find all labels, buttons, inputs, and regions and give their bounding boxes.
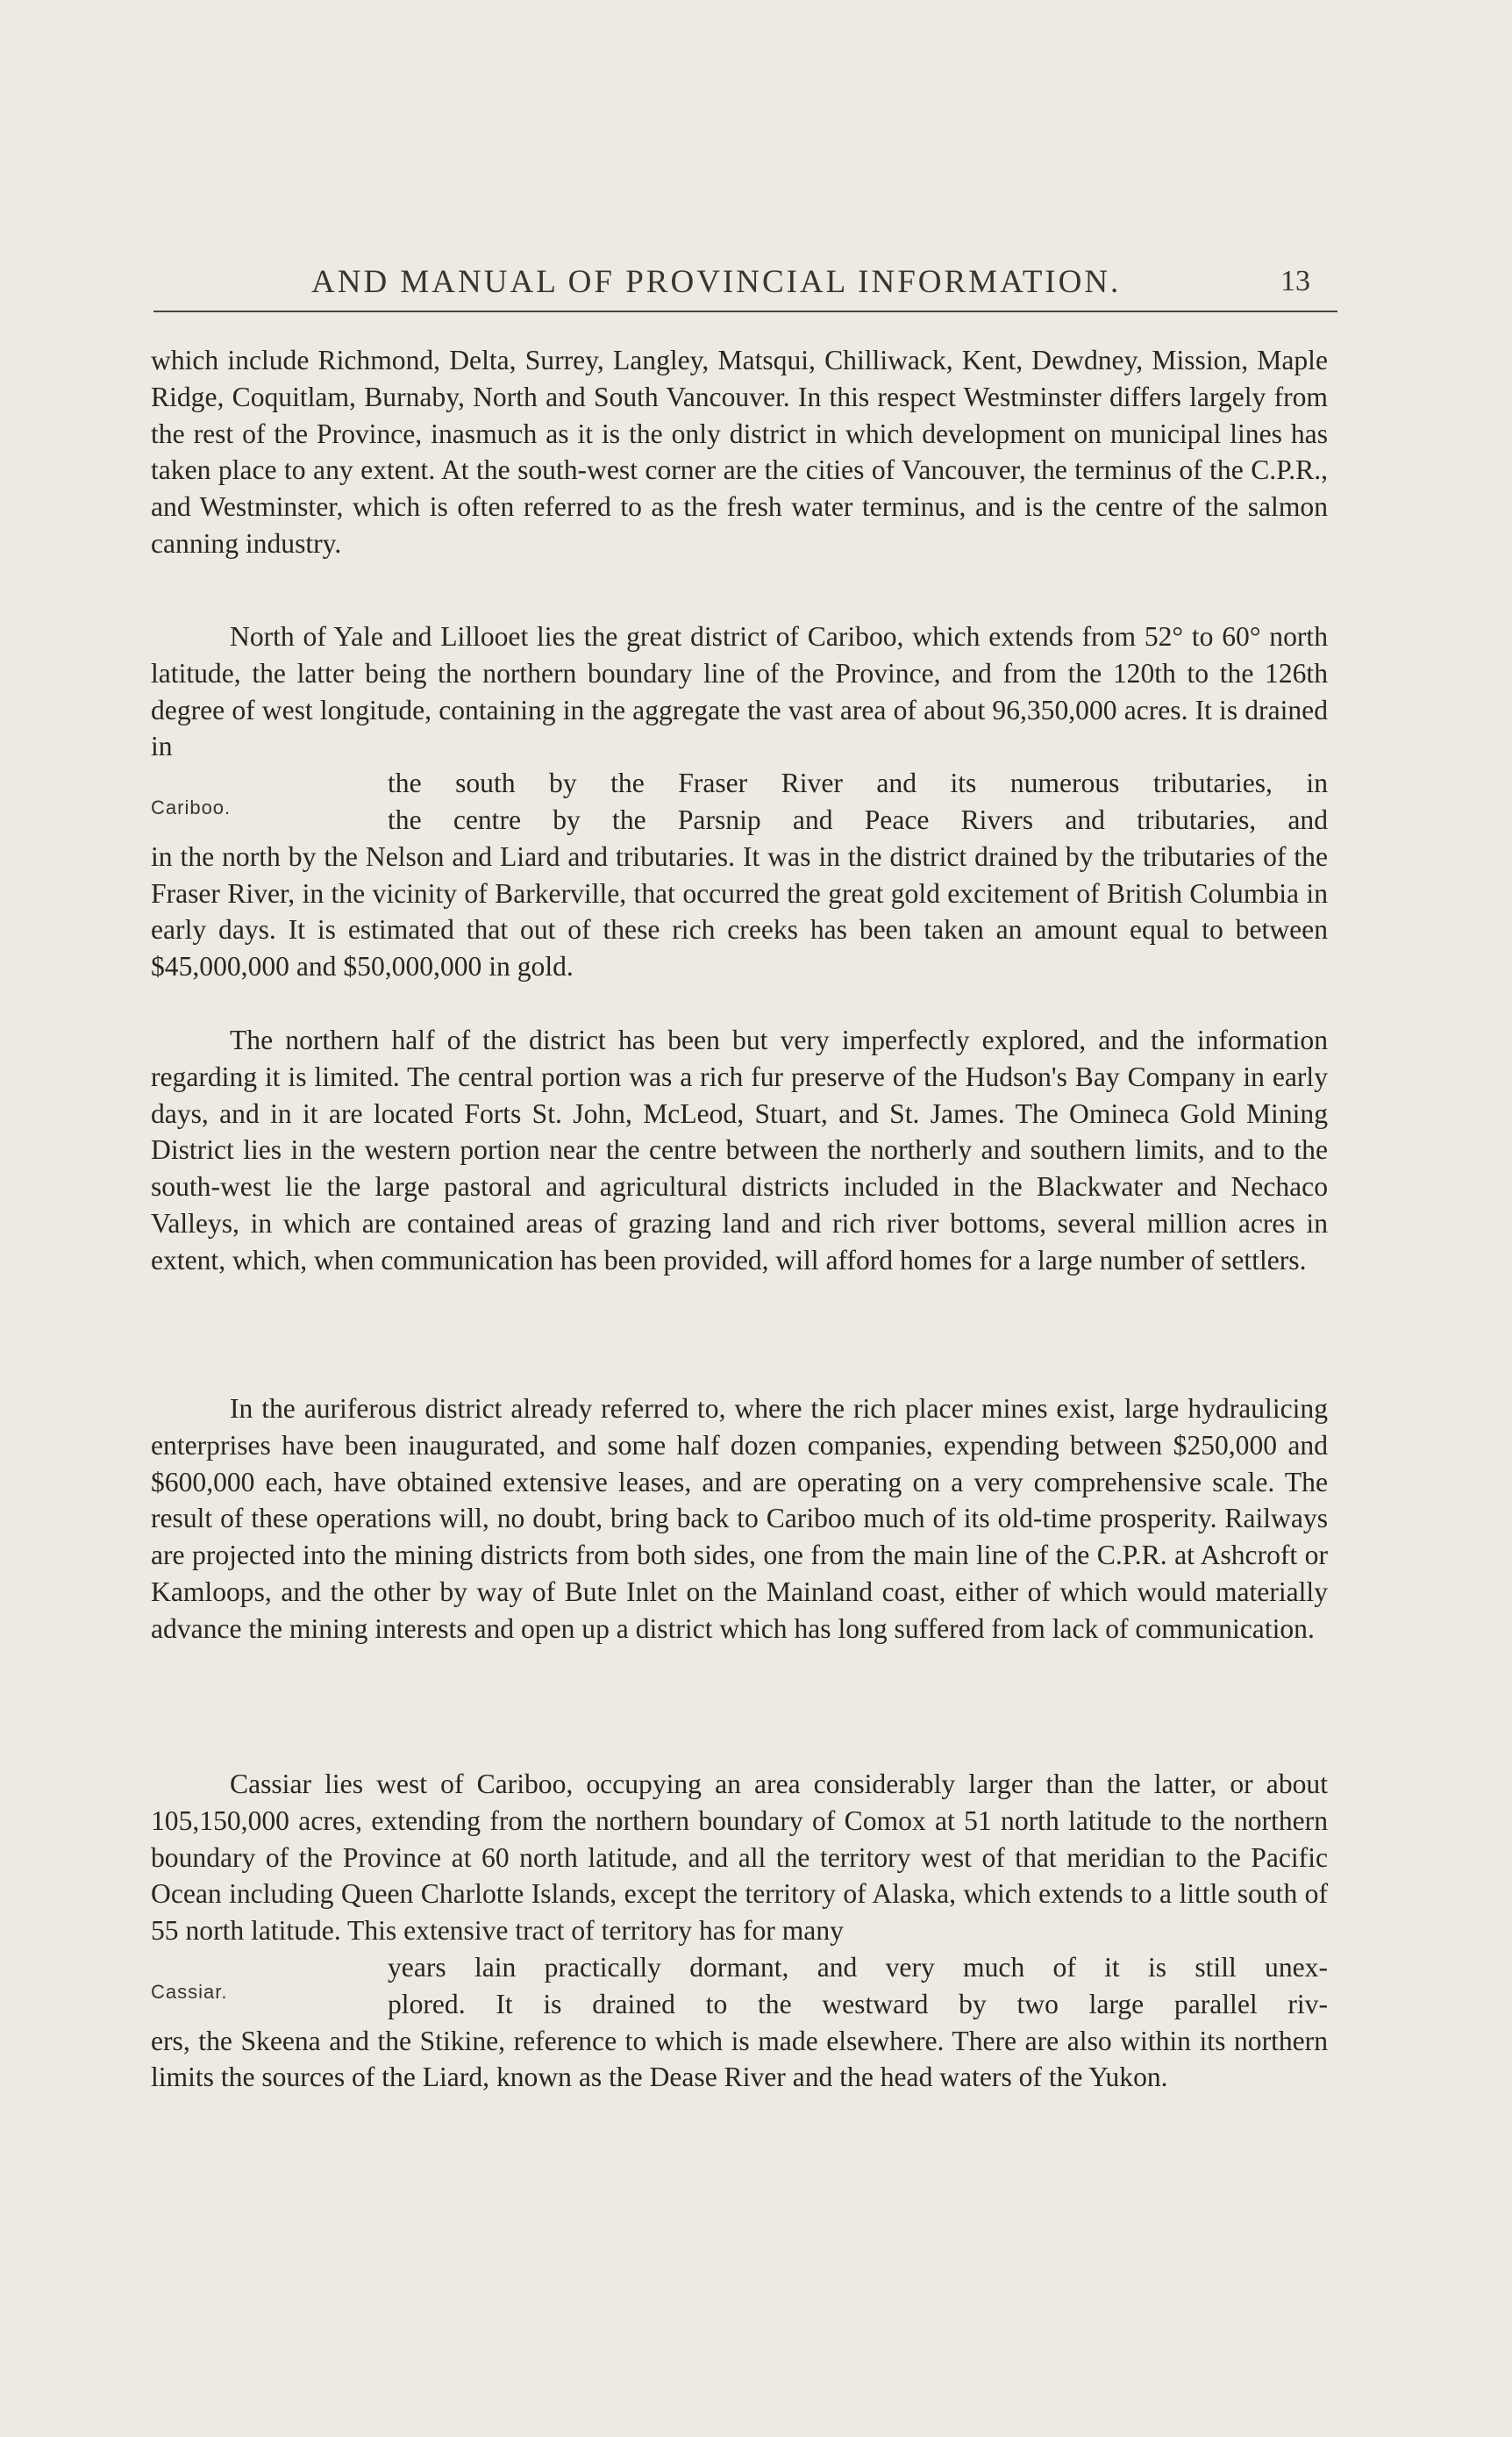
paragraph-westminster: which include Richmond, Delta, Surrey, Langley, Matsqui, Chilliwack, Kent, Dewdney, Mission, Maple Ridge, Coquitlam, Burnaby, North and South Vancouver. In this respect Westminster differs largely from the rest of the Province, inasmuch as it is the only district in which development on municipal lines has taken place to any extent. At the south-west corner are the cities of Vancouver, the terminus of the C.P.R., and Westminster, which is often referred to as the fresh water terminus, and is the centre of the salmon canning industry. [151, 345, 1328, 559]
paragraph-cariboo-opening: North of Yale and Lillooet lies the great district of Cariboo, which extends from 52° to 60° north latitude, the latter being the northern boundary line of the Province, and from the 120th to the 126th degree of west longitude, containing in the aggregate the vast area of about 96,350,000 acres. It is drained in [151, 621, 1328, 762]
paragraph-cassiar-opening: Cassiar lies west of Cariboo, occupying an area considerably larger than the latter, or about 105,150,000 acres, extending from the northern boundary of Comox at 51 north latitude to the northern boundary of the Province at 60 north latitude, and all the territory west of that meridian to the Pacific Ocean including Queen Charlotte Islands, except the territory of Alaska, which extends to a little south of 55 north latitude. This extensive tract of territory has for many [151, 1769, 1328, 1947]
page-number: 13 [1280, 265, 1310, 297]
cariboo-sidenote-block [151, 765, 1328, 839]
paragraph-cariboo-closing: in the north by the Nelson and Liard and tributaries. It was in the district drained by the tributaries of the Fraser River, in the vicinity of Barkerville, that occurred the great gold excitement of British Columbia in early days. It is estimated that out of these rich creeks has been taken an amount equal to between $45,000,000 and $50,000,000 in gold. [151, 840, 1328, 983]
cassiar-sidenote-block [151, 1949, 1328, 2023]
cariboo-sidenote-lines [388, 765, 1328, 839]
sidenote-cariboo: Cariboo. [151, 797, 232, 819]
running-header: AND MANUAL OF PROVINCIAL INFORMATION. [311, 264, 1122, 300]
header-rule [153, 311, 1337, 312]
text-line: the south by the Fraser River and its numerous tributaries, in [388, 768, 1328, 799]
paragraph-auriferous: In the auriferous district already referred to, where the rich placer mines exist, large hydraulicing enterprises have been inaugurated, and some half dozen companies, expending between $250,000 and $600,000 each, have obtained extensive leases, and are operating on a very comprehensive scale. The result of these operations will, no doubt, bring back to Cariboo much of its old-time prosperity. Railways are projected into the mining districts from both sides, one from the main line of the C.P.R. at Ashcroft or Kamloops, and the other by way of Bute Inlet on the Mainland coast, either of which would materially advance the mining interests and open up a district which has long suffered from lack of communication. [151, 1393, 1328, 1644]
sidenote-cassiar: Cassiar. [151, 1980, 228, 2003]
cassiar-sidenote-lines [388, 1949, 1328, 2023]
text-line: years lain practically dormant, and very much of it is still unex- [388, 1951, 1328, 1983]
paragraph-cassiar-closing: ers, the Skeena and the Stikine, reference to which is made elsewhere. There are also within its northern limits the sources of the Liard, known as the Dease River and the head waters of the Yukon. [151, 2025, 1328, 2093]
paragraph-northern-half: The northern half of the district has been but very imperfectly explored, and the information regarding it is limited. The central portion was a rich fur preserve of the Hudson's Bay Company in early days, and in it are located Forts St. John, McLeod, Stuart, and St. James. The Omineca Gold Mining District lies in the western portion near the centre between the northerly and southern limits, and to the south-west lie the large pastoral and agricultural districts included in the Blackwater and Nechaco Valleys, in which are contained areas of grazing land and rich river bottoms, several million acres in extent, which, when communication has been provided, will afford homes for a large number of settlers. [151, 1025, 1328, 1276]
paragraph-cariboo [151, 618, 1328, 985]
text-line: plored. It is drained to the westward by two large parallel riv- [388, 1988, 1328, 2019]
text-line: the centre by the Parsnip and Peace Rivers and tributaries, and [388, 804, 1328, 835]
paragraph-cassiar [151, 1766, 1328, 2096]
